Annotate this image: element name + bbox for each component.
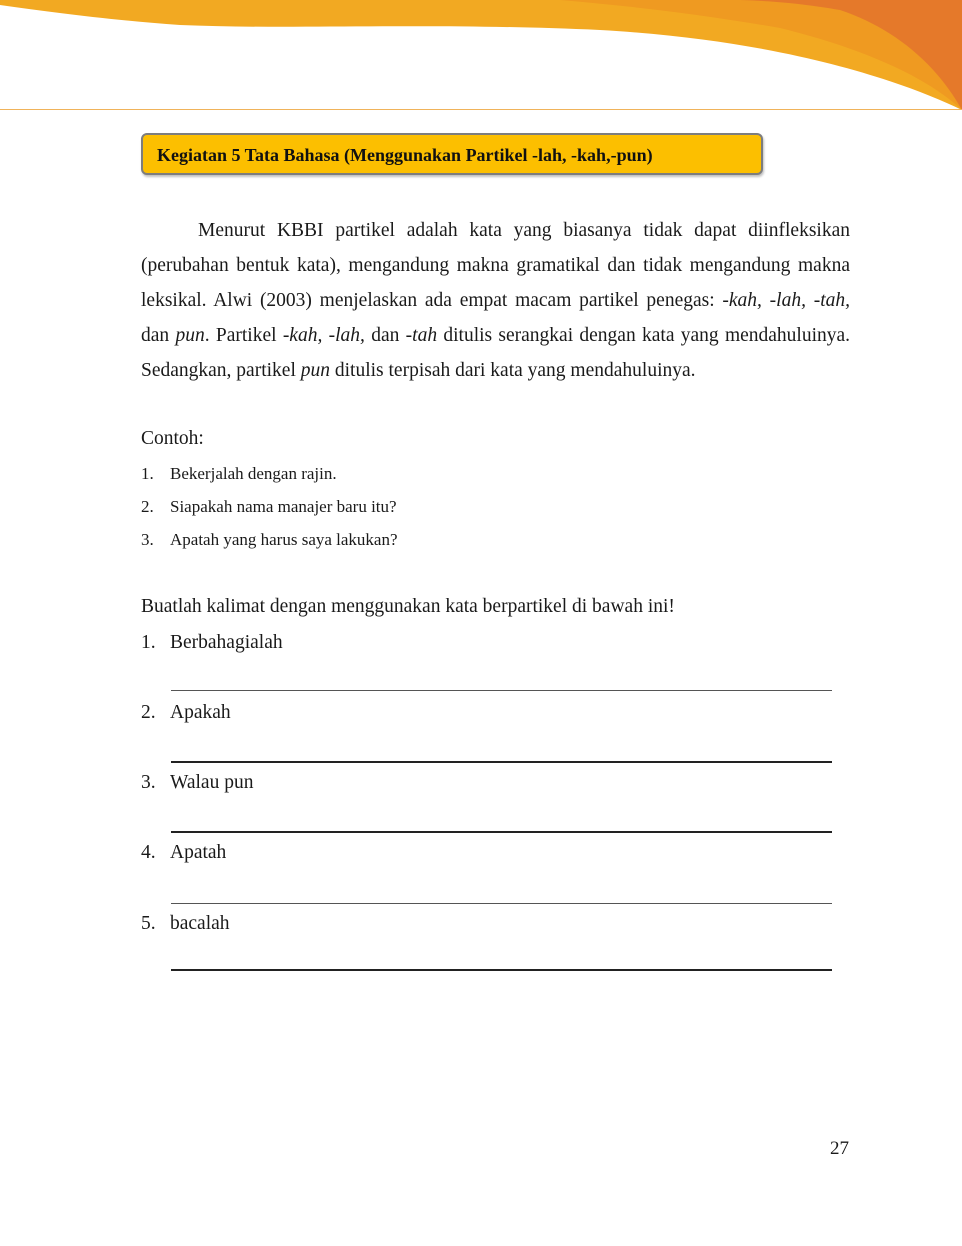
example-text: Siapakah nama manajer baru itu?: [170, 497, 397, 516]
activity-title: Kegiatan 5 Tata Bahasa (Menggunakan Partikel -lah, -kah,-pun): [157, 145, 653, 165]
paragraph-italic: pun: [300, 360, 330, 381]
answer-line[interactable]: [171, 761, 832, 763]
header-wave-decoration: [0, 0, 962, 112]
exercise-word: Berbahagialah: [170, 632, 283, 653]
answer-line[interactable]: [171, 831, 832, 833]
example-text: Apatah yang harus saya lakukan?: [170, 530, 398, 549]
exercise-number: 4.: [141, 842, 156, 863]
example-item: [141, 497, 398, 530]
exercise-word: Walau pun: [170, 772, 254, 793]
activity-title-box: [141, 133, 763, 175]
paragraph-italic: -tah: [405, 325, 438, 346]
paragraph-italic: -kah, -lah,: [282, 325, 365, 346]
answer-line[interactable]: [171, 903, 832, 904]
exercise-word: bacalah: [170, 913, 230, 934]
examples-label: Contoh:: [141, 428, 204, 449]
example-text: Bekerjalah dengan rajin.: [170, 464, 337, 483]
example-number: 3.: [141, 530, 154, 549]
exercise-item: [141, 632, 283, 654]
example-number: 1.: [141, 464, 154, 483]
paragraph-text: ditulis terpisah dari kata yang mendahuluinya.: [330, 360, 696, 381]
example-number: 2.: [141, 497, 154, 516]
header-rule: [0, 109, 962, 110]
exercise-item: [141, 702, 231, 724]
exercise-word: Apatah: [170, 842, 227, 863]
exercise-number: 1.: [141, 632, 156, 653]
paragraph-text: . Partikel: [204, 325, 283, 346]
intro-paragraph: [141, 213, 850, 388]
answer-line[interactable]: [171, 690, 832, 691]
exercise-number: 2.: [141, 702, 156, 723]
exercise-instruction: Buatlah kalimat dengan menggunakan kata berpartikel di bawah ini!: [141, 596, 675, 617]
paragraph-italic: -kah, -lah, -tah,: [722, 290, 850, 311]
paragraph-text: ditulis serangkai dengan kata yang mendahuluinya. Sedangkan, partikel: [141, 325, 851, 381]
paragraph-italic: pun: [175, 325, 205, 346]
paragraph-text: dan: [141, 325, 176, 346]
example-item: [141, 464, 398, 497]
exercise-word: Apakah: [170, 702, 231, 723]
exercise-item: [141, 772, 253, 794]
example-item: [141, 530, 398, 563]
exercise-number: 3.: [141, 772, 156, 793]
exercise-item: [141, 913, 230, 935]
answer-line[interactable]: [171, 969, 832, 971]
exercise-number: 5.: [141, 913, 156, 934]
page-number: 27: [830, 1138, 849, 1159]
examples-list: [141, 464, 398, 563]
paragraph-text: dan: [364, 325, 406, 346]
paragraph-text: Menurut KBBI partikel adalah kata yang biasanya tidak dapat diinfleksikan (perubahan bentuk kata), mengandung makna gramatikal dan tidak mengandung makna leksikal. Alwi (2003) menjelaskan ada empat macam partikel penegas:: [141, 220, 850, 311]
exercise-item: [141, 842, 226, 864]
